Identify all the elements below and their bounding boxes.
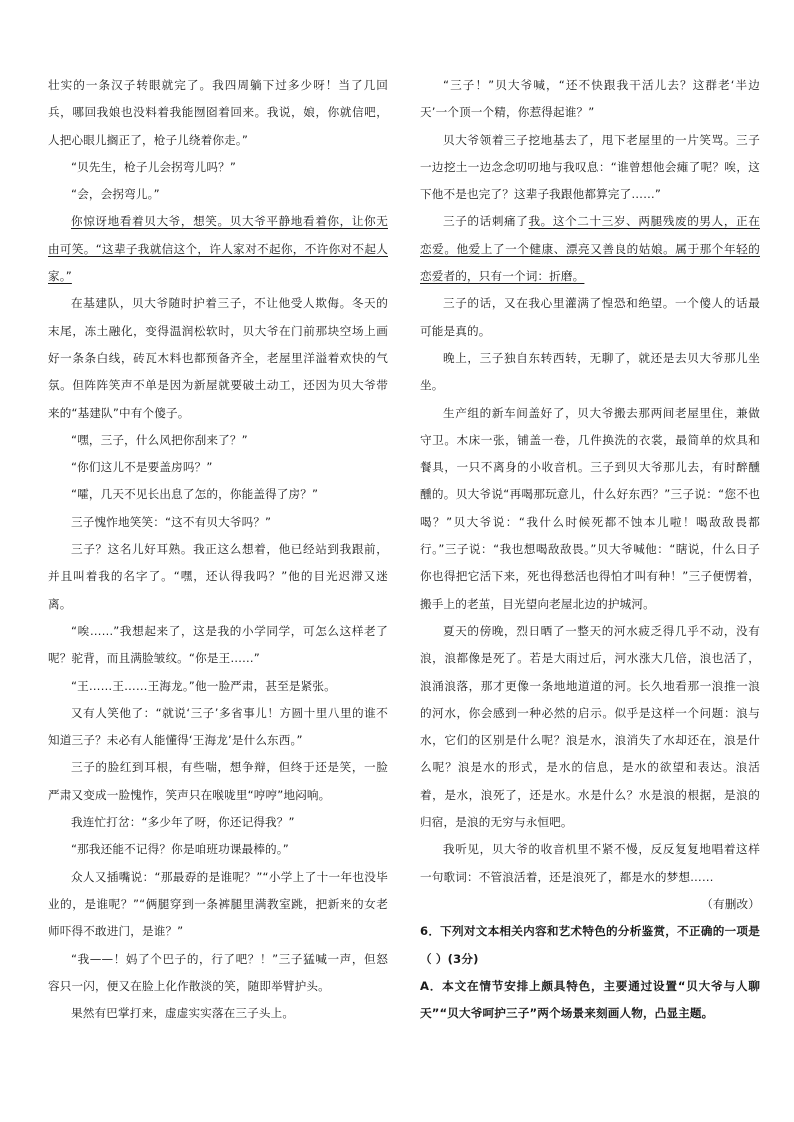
- paragraph: （有删改）: [701, 896, 760, 911]
- left-text-column: [48, 72, 388, 1027]
- paragraph: “唉……”我想起来了，这是我的小学同学，可怎么这样老了呢？驼背，而且满脸皱纹。“你是王……”: [48, 623, 388, 666]
- paragraph: [420, 208, 760, 290]
- paragraph: 贝大爷领着三子挖地基去了，甩下老屋里的一片笑骂。三子一边挖土一边念念叨叨地与我叹息：“谁曾想他会瘫了呢？唉，这下他不是也完了？这辈子我跟他都算完了……”: [420, 132, 760, 202]
- paragraph: “三子！”贝大爷喊，“还不快跟我干活儿去？这群老‘半边天’一个顶一个精，你惹得起谁？”: [420, 78, 760, 120]
- paragraph: 又有人笑他了：“就说‘三子’多省事儿！方圆十里八里的谁不知道三子？未必有人能懂得‘王海龙’是什么东西。”: [48, 705, 388, 748]
- paragraph: 晚上，三子独自东转西转，无聊了，就还是去贝大爷那儿坐坐。: [420, 350, 760, 393]
- paragraph: 夏天的傍晚，烈日晒了一整天的河水疲乏得几乎不动，没有浪，浪都像是死了。若是大雨过后，河水涨大几倍，浪也活了，浪涌浪落，那才更像一条地地道道的河。长久地看那一浪推一浪的河水，你会感到一种必然的启示。似乎是这样一个问题：浪与水，它们的区别是什么呢？浪是水，浪消失了水却还在，浪是什么呢？浪是水的形式，是水的信息，是水的欲望和表达。浪活着，是水，浪死了，还是水。水是什么？水是浪的根据，是浪的归宿，是浪的无穷与永恒吧。: [420, 623, 760, 830]
- paragraph: 三子愧怍地笑笑：“这不有贝大爷吗？”: [71, 514, 272, 529]
- paragraph: 6．下列对文本相关内容和艺术特色的分析鉴赏，不正确的一项是（ ）(3分): [420, 924, 760, 966]
- paragraph: “贝先生，枪子儿会拐弯儿吗？”: [71, 159, 236, 174]
- paragraph: “你们这儿不是要盖房吗？”: [71, 460, 213, 475]
- paragraph: [48, 208, 388, 290]
- plain-text: 三子的话刺痛了: [443, 214, 529, 229]
- paragraph: 在基建队，贝大爷随时护着三子，不让他受人欺侮。冬天的末尾，冻土融化，变得温润松软时，贝大爷在门前那块空场上画好一条条白线，砖瓦木料也都预备齐全，老屋里洋溢着欢快的气氛。但阵阵笑声不单是因为新屋就要破土动工，还因为贝大爷带来的“基建队”中有个傻子。: [48, 296, 388, 420]
- underlined-text: 你惊讶地看着贝大爷，想笑。贝大爷平静地看着你，让你无由可笑。“这辈子我就信这个，许人家对不起你，不许你对不起人家。”: [48, 214, 388, 284]
- paragraph: 三子？这名儿好耳熟。我正这么想着，他已经站到我跟前，并且叫着我的名字了。“嘿，还认得我吗？”他的目光迟滞又迷离。: [48, 542, 388, 611]
- paragraph: “王……王……王海龙。”他一脸严肃，甚至是紧张。: [71, 678, 336, 693]
- underlined-text: 我。这个二十三岁、两腿残废的男人，正在恋爱。他爱上了一个健康、漂亮又善良的姑娘。属于那个年轻的恋爱者的，只有一个词：折磨。: [420, 214, 760, 284]
- right-text-column: [420, 72, 760, 1027]
- paragraph: “那我还能不记得？你是咱班功课最棒的。”: [71, 842, 289, 857]
- paragraph: A．本文在情节安排上颇具特色，主要通过设置“贝大爷与人聊天”“贝大爷呵护三子”两个场景来刻画人物，凸显主题。: [420, 978, 760, 1021]
- paragraph: “嘿，三子，什么风把你刮来了？”: [71, 432, 248, 447]
- paragraph: “会，会拐弯儿。”: [71, 187, 160, 202]
- paragraph: “我——！妈了个巴子的，行了吧？！”三子猛喊一声，但怒容只一闪，便又在脸上化作散淡的笑，随即举臂护头。: [48, 951, 388, 993]
- paragraph: 生产组的新车间盖好了，贝大爷搬去那两间老屋里住，兼做守卫。木床一张，铺盖一卷，几件换洗的衣裳，最简单的炊具和餐具，一只不离身的小收音机。三子到贝大爷那儿去，有时醉醺醺的。贝大爷说“再喝那玩意儿，什么好东西？”三子说：“您不也喝？”贝大爷说：“我什么时候死都不蚀本儿啦！喝敌敌畏都行。”三子说：“我也想喝敌敌畏。”贝大爷喊他：“瞎说，什么日子你也得把它活下来，死也得愁活也得怕才叫有种！”三子便愣着，搬手上的老茧，目光望向老屋北边的护城河。: [420, 405, 760, 611]
- paragraph: “嚯，几天不见长出息了怎的，你能盖得了房？”: [71, 487, 319, 502]
- paragraph: 我听见，贝大爷的收音机里不紧不慢，反反复复地唱着这样一句歌词：不管浪活着，还是浪死了，都是水的梦想……: [420, 842, 760, 884]
- paragraph: 壮实的一条汉子转眼就完了。我四周躺下过多少呀！当了几回兵，哪回我娘也没料着我能囫囵着回来。我说，娘，你就信吧，人把心眼儿搁正了，枪子儿绕着你走。”: [48, 78, 388, 147]
- paragraph: 果然有巴掌打来，虚虚实实落在三子头上。: [71, 1006, 295, 1021]
- paragraph: 三子的脸红到耳根，有些喘，想争辩，但终于还是笑，一脸严肃又变成一脸愧怍，笑声只在喉咙里“哼哼”地闷响。: [48, 760, 388, 802]
- paragraph: 众人又插嘴说：“那最孬的是谁呢？”“小学上了十一年也没毕业的，是谁呢？”“俩腿穿到一条裤腿里满教室跳，把新来的女老师吓得不敢进门，是谁？”: [48, 869, 388, 939]
- paragraph: 三子的话，又在我心里灌满了惶恐和绝望。一个傻人的话最可能是真的。: [420, 296, 760, 338]
- paragraph: 我连忙打岔：“多少年了呀，你还记得我？”: [71, 815, 295, 830]
